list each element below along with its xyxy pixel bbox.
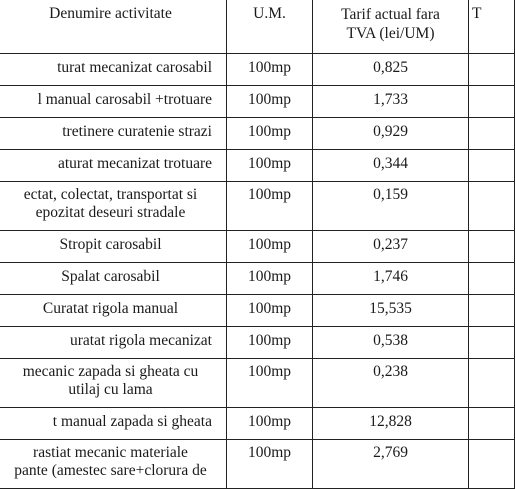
header-row <box>0 0 515 54</box>
cell-unit: 100mp <box>227 231 313 263</box>
cell-unit: 100mp <box>227 54 313 86</box>
cell-tariff-value: 1,746 <box>313 263 469 295</box>
table-row <box>0 263 515 295</box>
cell-tariff-value: 0,238 <box>313 359 469 408</box>
table-row <box>0 359 515 408</box>
activity-name-line: aturat mecanizat trotuare <box>57 155 212 172</box>
cell-tariff-value: 15,535 <box>313 295 469 327</box>
activity-name-line: turat mecanizat carosabil <box>57 59 212 76</box>
cell-extra-clipped <box>469 295 515 327</box>
cell-unit: 100mp <box>227 86 313 118</box>
cell-extra-clipped <box>469 359 515 408</box>
cell-extra-clipped <box>469 263 515 295</box>
header-activity-name: Denumire activitate <box>0 0 227 54</box>
cell-tariff-value: 0,344 <box>313 150 469 182</box>
table-row <box>0 440 515 489</box>
cell-activity-name <box>0 54 227 86</box>
cell-unit: 100mp <box>227 263 313 295</box>
activity-name-line: pante (amestec sare+clorura de <box>14 462 207 479</box>
cell-extra-clipped <box>469 182 515 231</box>
table-row <box>0 118 515 150</box>
header-unit: U.M. <box>227 0 313 54</box>
cell-activity-name <box>0 150 227 182</box>
cell-unit: 100mp <box>227 118 313 150</box>
table-body <box>0 54 515 489</box>
cell-extra-clipped <box>469 54 515 86</box>
activity-name-line: mecanic zapada si gheata cu <box>22 363 199 380</box>
cell-tariff-value: 0,538 <box>313 327 469 359</box>
cell-tariff-value: 0,159 <box>313 182 469 231</box>
cell-tariff-value: 12,828 <box>313 408 469 440</box>
cell-extra-clipped <box>469 150 515 182</box>
cell-activity-name <box>0 359 227 408</box>
cell-activity-name <box>0 440 227 489</box>
activity-name-line: epozitat deseuri stradale <box>35 204 186 221</box>
header-tariff <box>313 0 469 54</box>
table-row <box>0 54 515 86</box>
activity-name-line: rastiat mecanic materiale <box>33 444 188 461</box>
cell-activity-name <box>0 263 227 295</box>
table-row <box>0 182 515 231</box>
activity-name-line: l manual carosabil +trotuare <box>37 91 212 108</box>
activity-name-line: Curatat rigola manual <box>42 300 179 317</box>
cell-activity-name <box>0 118 227 150</box>
cell-unit: 100mp <box>227 440 313 489</box>
cell-extra-clipped <box>469 118 515 150</box>
table-row <box>0 150 515 182</box>
cell-activity-name <box>0 86 227 118</box>
header-tariff-line1: Tarif actual fara <box>341 6 440 23</box>
activity-name-line: utilaj cu lama <box>68 381 153 398</box>
cell-unit: 100mp <box>227 408 313 440</box>
cell-extra-clipped <box>469 327 515 359</box>
cell-tariff-value: 2,769 <box>313 440 469 489</box>
cell-unit: 100mp <box>227 150 313 182</box>
activity-name-line: t manual zapada si gheata <box>52 413 212 430</box>
header-extra-clipped: T <box>469 0 515 54</box>
cell-activity-name <box>0 295 227 327</box>
activity-name-line: Spalat carosabil <box>61 268 160 285</box>
activity-name-line: ectat, colectat, transportat si <box>23 186 198 203</box>
cell-activity-name <box>0 327 227 359</box>
table-row <box>0 327 515 359</box>
cell-tariff-value: 1,733 <box>313 86 469 118</box>
activity-name-line: Stropit carosabil <box>59 236 162 253</box>
cell-extra-clipped <box>469 231 515 263</box>
cell-unit: 100mp <box>227 182 313 231</box>
cell-unit: 100mp <box>227 327 313 359</box>
cell-tariff-value: 0,929 <box>313 118 469 150</box>
table-row <box>0 295 515 327</box>
cell-extra-clipped <box>469 408 515 440</box>
cell-activity-name <box>0 408 227 440</box>
header-tariff-line2: TVA (lei/UM) <box>346 25 435 42</box>
table-row <box>0 231 515 263</box>
cell-tariff-value: 0,237 <box>313 231 469 263</box>
activity-name-line: uratat rigola mecanizat <box>69 332 212 349</box>
cell-unit: 100mp <box>227 359 313 408</box>
table-row <box>0 86 515 118</box>
activity-name-line: tretinere curatenie strazi <box>62 123 212 140</box>
cell-unit: 100mp <box>227 295 313 327</box>
cell-extra-clipped <box>469 86 515 118</box>
cell-extra-clipped <box>469 440 515 489</box>
cell-activity-name <box>0 182 227 231</box>
table-row <box>0 408 515 440</box>
cell-tariff-value: 0,825 <box>313 54 469 86</box>
cell-activity-name <box>0 231 227 263</box>
